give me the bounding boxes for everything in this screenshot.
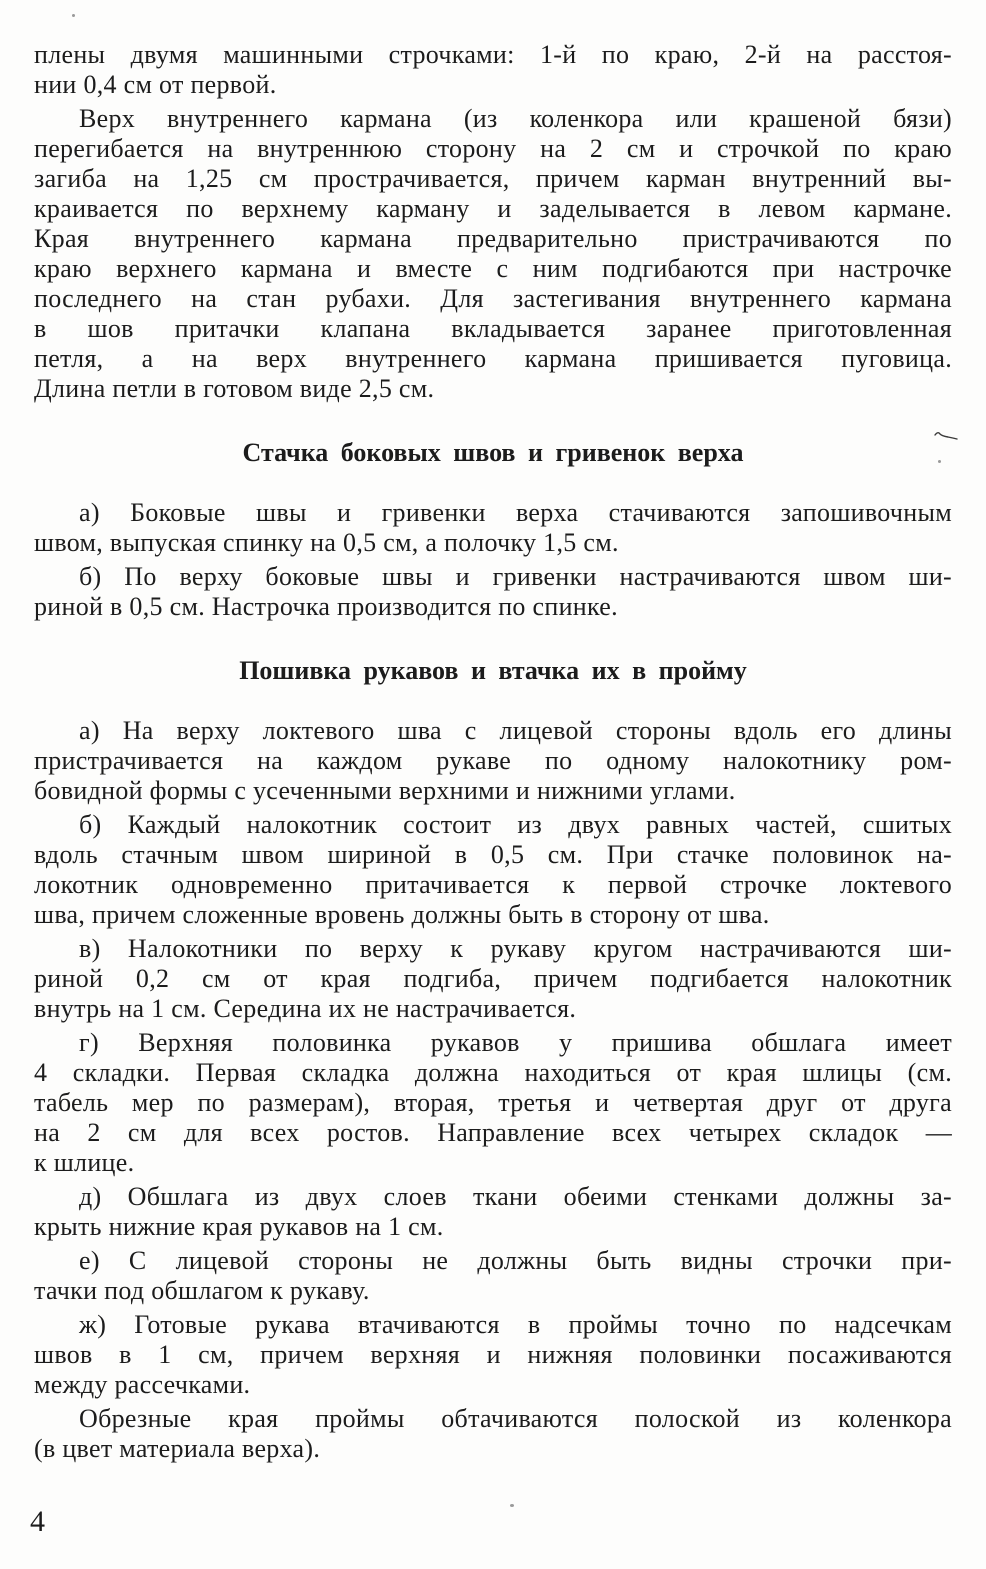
- page-number: 4: [30, 1505, 45, 1538]
- text-line: локотник одновременно притачивается к первой строчке локтевого: [34, 870, 952, 899]
- text-line: шва, причем сложенные вровень должны быть в сторону от шва.: [34, 900, 770, 929]
- text-line: внутрь на 1 см. Середина их не настрачивается.: [34, 994, 577, 1023]
- text-line: риной 0,2 см от края подгиба, причем подгибается налокотник: [34, 964, 952, 993]
- document-content: [34, 40, 952, 1468]
- text-line: а) Боковые швы и гривенки верха стачиваются запошивочным: [79, 498, 952, 527]
- pen-mark-icon: [933, 430, 959, 444]
- paragraph: [34, 934, 952, 1024]
- text-line: крыть нижние края рукавов на 1 см.: [34, 1212, 444, 1241]
- text-line: швом, выпуская спинку на 0,5 см, а полочку 1,5 см.: [34, 528, 619, 557]
- text-line: риной в 0,5 см. Настрочка производится по спинке.: [34, 592, 618, 621]
- text-line: краю верхнего кармана и вместе с ним подгибаются при настрочке: [34, 254, 952, 283]
- text-line: Верх внутреннего кармана (из коленкора или крашеной бязи): [79, 104, 952, 133]
- paragraph: [34, 1182, 952, 1242]
- text-line: вдоль стачным швом шириной в 0,5 см. При стачке половинок на-: [34, 840, 952, 869]
- text-line: перегибается на внутреннюю сторону на 2 см и строчкой по краю: [34, 134, 952, 163]
- text-line: 4 складки. Первая складка должна находиться от края шлицы (см.: [34, 1058, 952, 1087]
- section-heading: Пошивка рукавов и втачка их в пройму: [239, 656, 747, 685]
- text-line: плены двумя машинными строчками: 1-й по краю, 2-й на расстоя-: [34, 40, 952, 69]
- text-line: загиба на 1,25 см прострачивается, причем карман внутренний вы-: [34, 164, 952, 193]
- text-line: швов в 1 см, причем верхняя и нижняя половинки посаживаются: [34, 1340, 952, 1369]
- text-line: в шов притачки клапана вкладывается заранее приготовленная: [34, 314, 952, 343]
- text-line: д) Обшлага из двух слоев ткани обеими стенками должны за-: [79, 1182, 952, 1211]
- scan-speck: [510, 1504, 514, 1507]
- text-line: в) Налокотники по верху к рукаву кругом настрачиваются ши-: [79, 934, 952, 963]
- text-line: б) По верху боковые швы и гривенки настрачиваются швом ши-: [79, 562, 952, 591]
- text-line: нии 0,4 см от первой.: [34, 70, 277, 99]
- text-line: тачки под обшлагом к рукаву.: [34, 1276, 370, 1305]
- text-line: последнего на стан рубахи. Для застегивания внутреннего кармана: [34, 284, 952, 313]
- text-line: табель мер по размерам), вторая, третья и четвертая друг от друга: [34, 1088, 952, 1117]
- text-line: бовидной формы с усеченными верхними и нижними углами.: [34, 776, 736, 805]
- scan-speck: [938, 460, 941, 463]
- paragraph: [34, 104, 952, 404]
- text-line: Края внутреннего кармана предварительно пристрачиваются по: [34, 224, 952, 253]
- text-line: Длина петли в готовом виде 2,5 см.: [34, 374, 435, 403]
- paragraph: [34, 1028, 952, 1178]
- text-line: краивается по верхнему карману и заделывается в левом кармане.: [34, 194, 952, 223]
- paragraph: [34, 716, 952, 806]
- text-line: г) Верхняя половинка рукавов у пришива обшлага имеет: [79, 1028, 952, 1057]
- text-line: (в цвет материала верха).: [34, 1434, 321, 1463]
- paragraph: [34, 1310, 952, 1400]
- text-line: е) С лицевой стороны не должны быть видны строчки при-: [79, 1246, 952, 1275]
- section-heading: Стачка боковых швов и гривенок верха: [242, 438, 744, 467]
- text-line: на 2 см для всех ростов. Направление всех четырех складок —: [34, 1118, 952, 1147]
- text-line: б) Каждый налокотник состоит из двух равных частей, сшитых: [79, 810, 952, 839]
- text-line: а) На верху локтевого шва с лицевой стороны вдоль его длины: [79, 716, 952, 745]
- text-line: Обрезные края проймы обтачиваются полоской из коленкора: [79, 1404, 952, 1433]
- paragraph: [34, 810, 952, 930]
- scan-speck: [72, 14, 75, 17]
- text-line: между рассечками.: [34, 1370, 251, 1399]
- text-line: пристрачивается на каждом рукаве по одному налокотнику ром-: [34, 746, 952, 775]
- paragraph: [34, 40, 952, 100]
- paragraph: [34, 1404, 952, 1464]
- paragraph: [34, 498, 952, 558]
- paragraph: [34, 562, 952, 622]
- text-line: ж) Готовые рукава втачиваются в проймы точно по надсечкам: [79, 1310, 952, 1339]
- text-line: петля, а на верх внутреннего кармана пришивается пуговица.: [34, 344, 952, 373]
- paragraph: [34, 1246, 952, 1306]
- text-line: к шлице.: [34, 1148, 135, 1177]
